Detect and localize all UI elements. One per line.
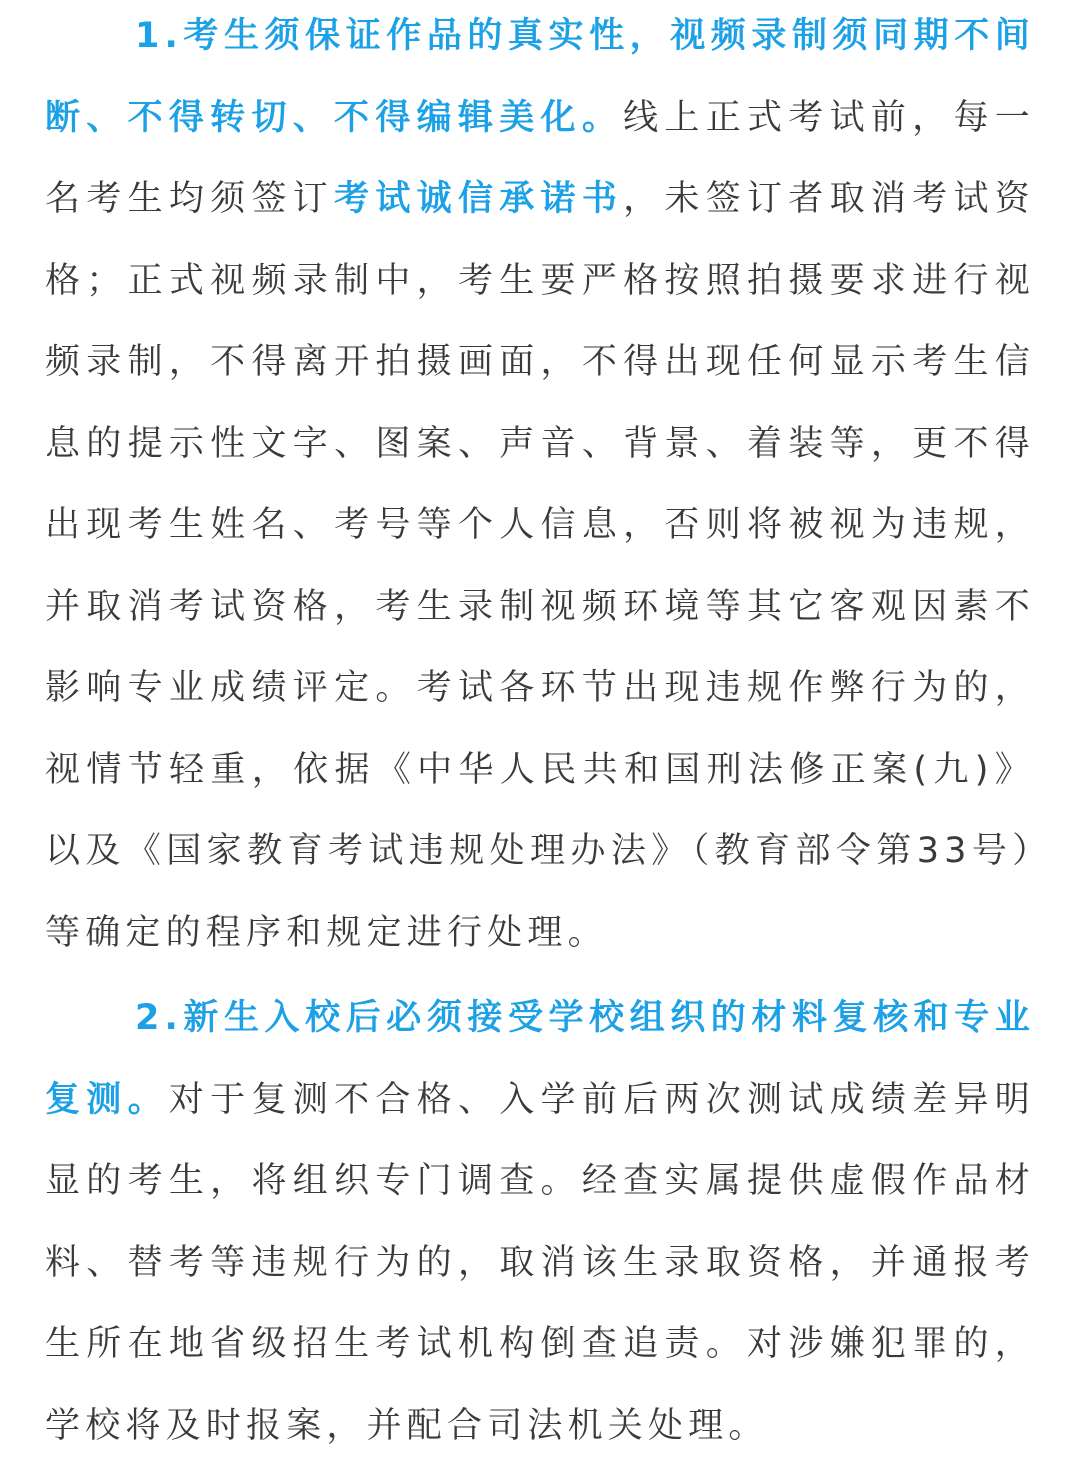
paragraph-text: 对于复测不合格、入学前后两次测试成绩差异明显的考生，将组织专门调查。经查实属提供虚假作品材料、替考等违规行为的，取消该生录取资格，并通报考生所在地省级招生考试机构倒查追责。对涉嫌犯罪的，学校将及时报案，并配合司法机关处理。 [45,1079,1035,1446]
paragraph-authenticity [45,0,1035,974]
paragraph-lead-review: 2.新生入校后必须接受学校组织的材料复核和专业复测。 [45,998,1035,1120]
article-body [45,0,1035,1467]
integrity-pledge-highlight: 考试诚信承诺书 [334,179,624,219]
paragraph-text: ，未签订者取消考试资格；正式视频录制中，考生要严格按照拍摄要求进行视频录制，不得离开拍摄画面，不得出现任何显示考生信息的提示性文字、图案、声音、背景、着装等，更不得出现考生姓名、考号等个人信息，否则将被视为违规，并取消考试资格，考生录制视频环境等其它客观因素不影响专业成绩评定。考试各环节出现违规作弊行为的，视情节轻重，依据《中华人民共和国刑法修正案(九)》以及《国家教育考试违规处理办法》（教育部令第33号）等确定的程序和规定进行处理。 [45,179,1035,953]
paragraph-text: 线上正式考试前，每一名考生均须签订 [45,97,1035,219]
paragraph-review [45,978,1035,1467]
paragraph-lead-authenticity: 1.考生须保证作品的真实性，视频录制须同期不间断、不得转切、不得编辑美化。 [45,16,1035,138]
